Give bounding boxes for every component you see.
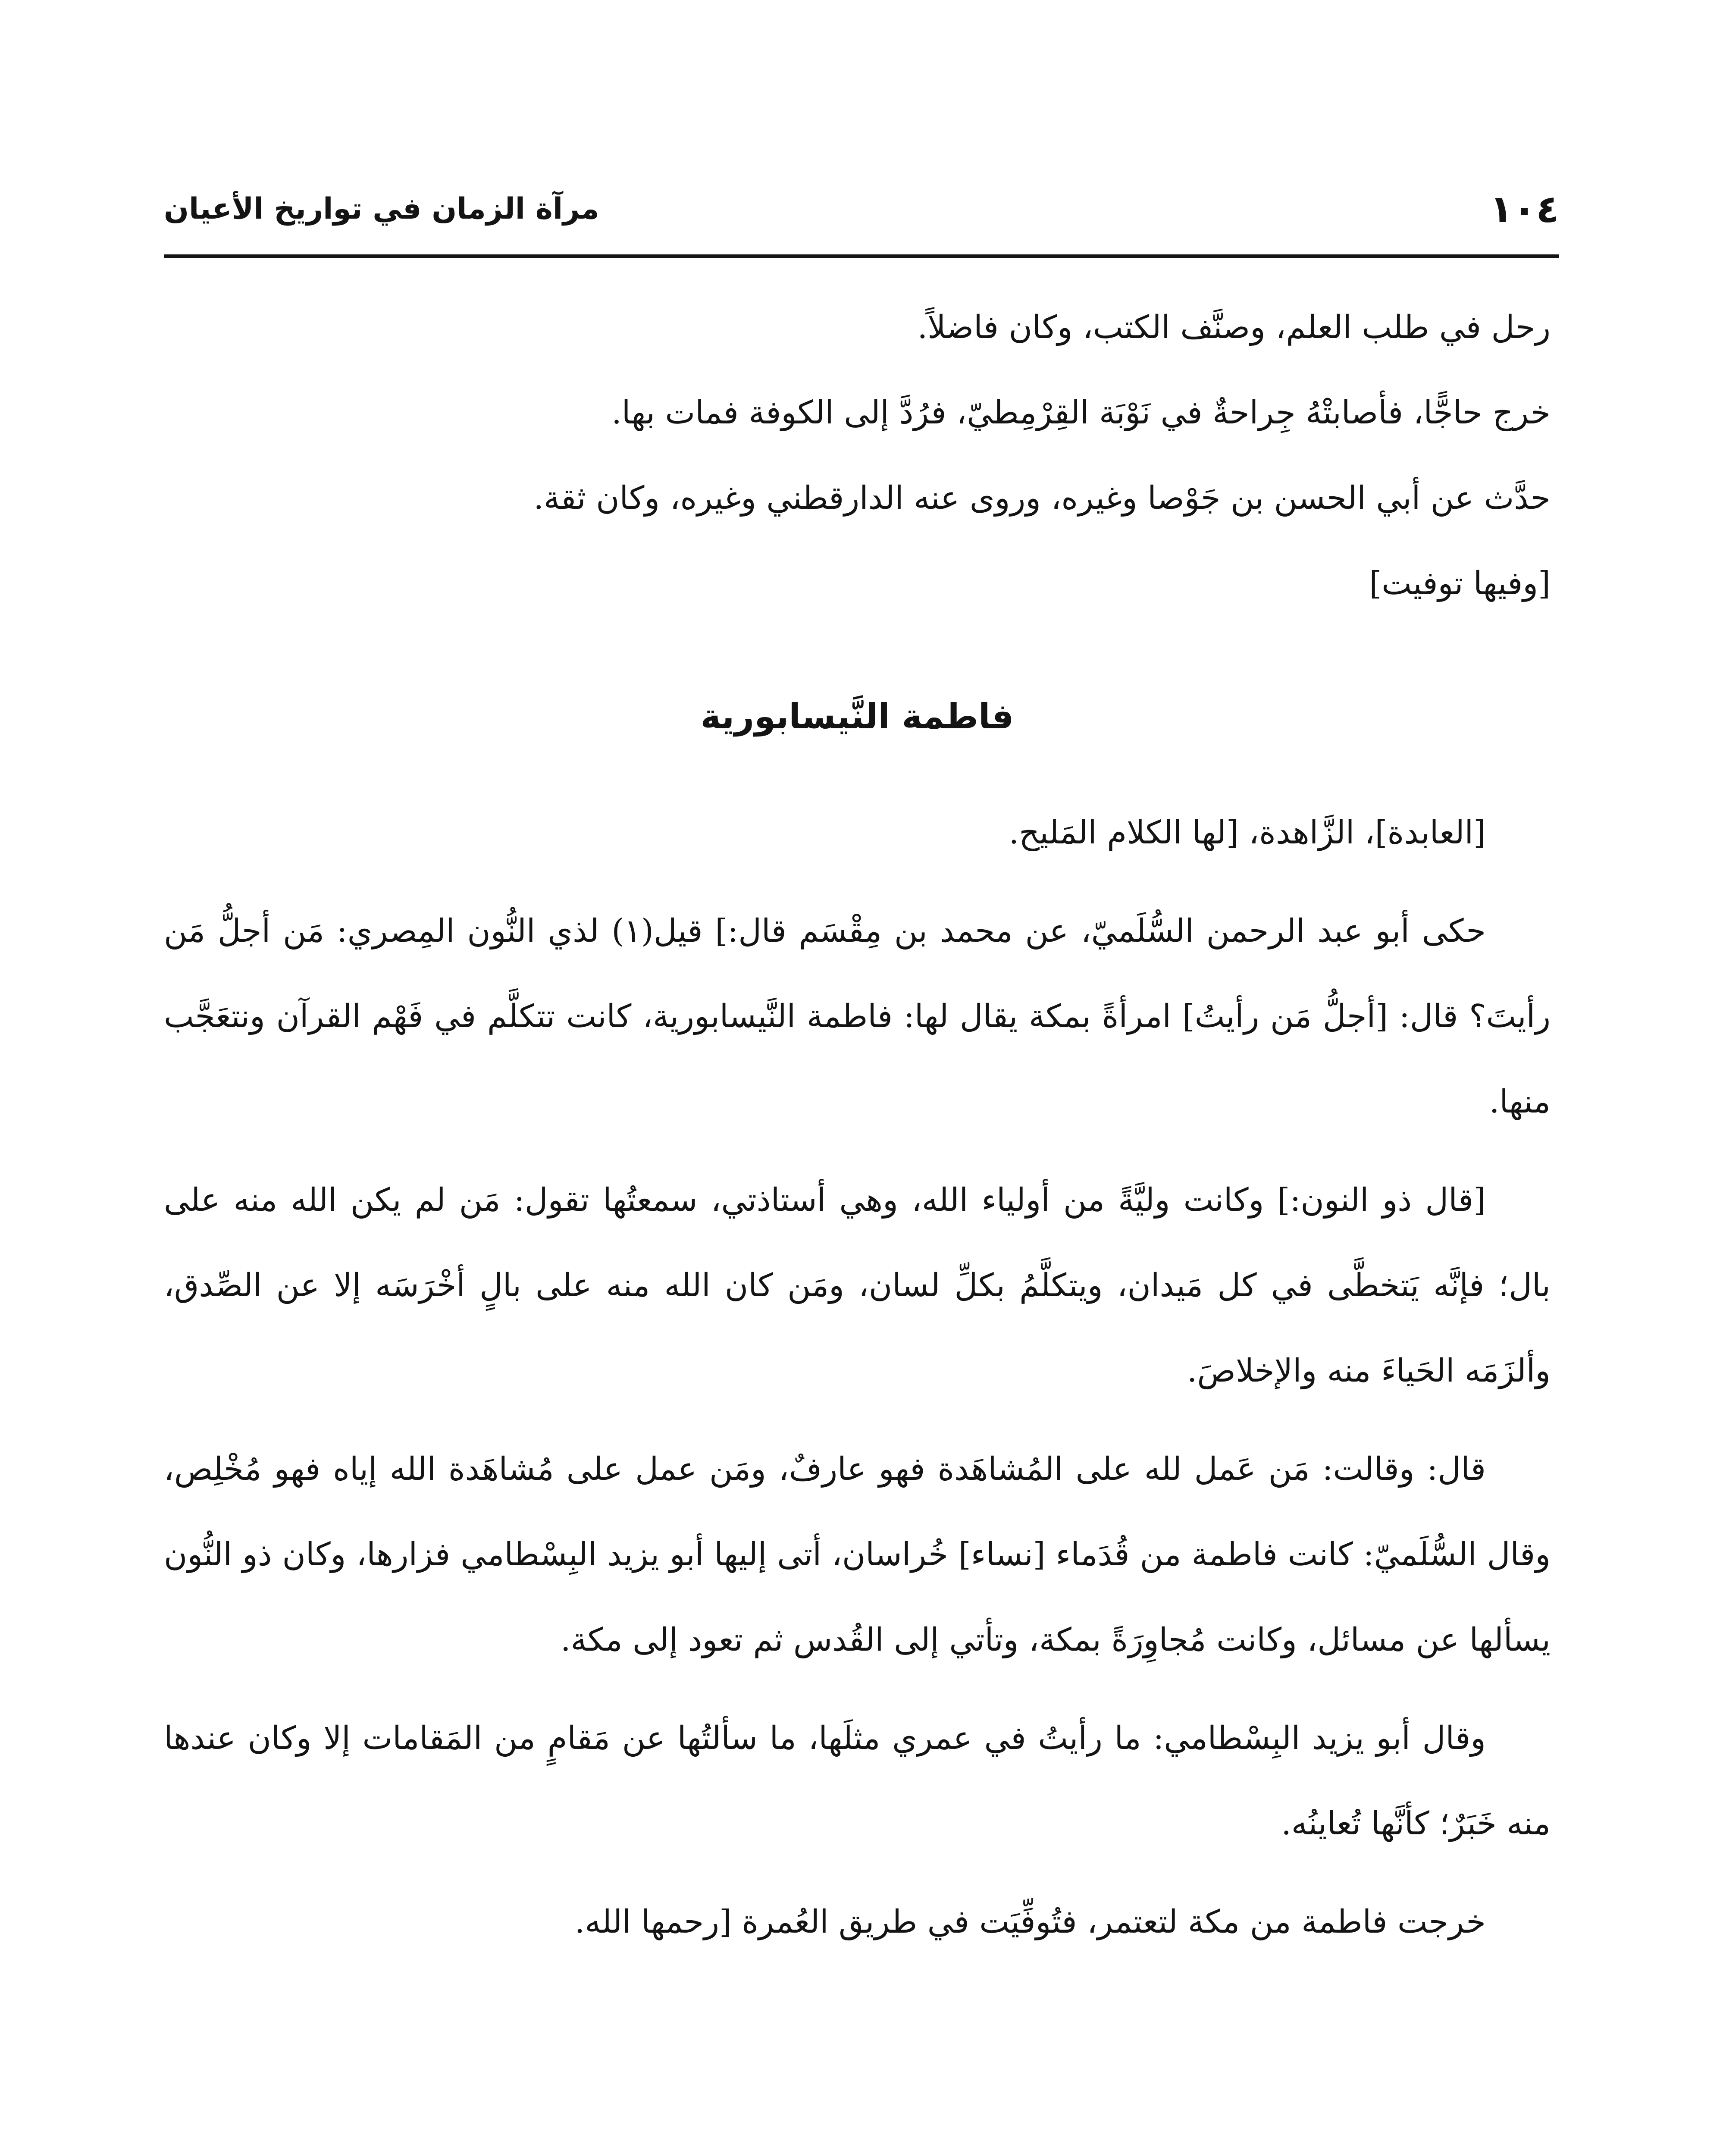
header-divider (164, 254, 1559, 258)
page-header (164, 172, 1559, 246)
paragraph: [قال ذو النون:] وكانت وليَّةً من أولياء الله، وهي أستاذتي، سمعتُها تقول: مَن لم يكن الله منه على بال؛ فإنَّه يَتخطَّى في كل مَيدان، ويتكلَّمُ بكلِّ لسان، ومَن كان الله منه على بالٍ أخْرَسَه إلا عن الصِّدق، وألزَمَه الحَياءَ منه والإخلاصَ. (164, 1181, 1551, 1389)
paragraph: خرجت فاطمة من مكة لتعتمر، فتُوفِّيَت في طريق العُمرة [رحمها الله. (574, 1903, 1486, 1940)
paragraph: [وفيها توفيت] (1369, 565, 1551, 602)
page-number: ١٠٤ (1489, 187, 1559, 231)
main-text (164, 285, 1551, 1965)
paragraph: قال: وقالت: مَن عَمل لله على المُشاهَدة فهو عارفٌ، ومَن عمل على مُشاهَدة الله إياه فهو مُخْلِص، وقال السُّلَميّ: كانت فاطمة من قُدَماء [نساء] خُراسان، أتى إليها أبو يزيد البِسْطامي فزارها، وكان ذو النُّون يسألها عن مسائل، وكانت مُجاوِرَةً بمكة، وتأتي إلى القُدس ثم تعود إلى مكة. (164, 1451, 1551, 1658)
paragraph: حدَّث عن أبي الحسن بن جَوْصا وغيره، وروى عنه الدارقطني وغيره، وكان ثقة. (533, 479, 1551, 517)
paragraph: حكى أبو عبد الرحمن السُّلَميّ، عن محمد بن مِقْسَم قال:] قيل(١) لذي النُّون المِصري: مَن أجلُّ مَن رأيتَ؟ قال: [أجلُّ مَن رأيتُ] امرأةً بمكة يقال لها: فاطمة النَّيسابورية، كانت تتكلَّم في فَهْم القرآن ونتعَجَّب منها. (164, 912, 1551, 1120)
paragraph: رحل في طلب العلم، وصنَّف الكتب، وكان فاضلاً. (917, 309, 1551, 346)
paragraph: وقال أبو يزيد البِسْطامي: ما رأيتُ في عمري مثلَها، ما سألتُها عن مَقامٍ من المَقامات إلا وكان عندها منه خَبَرٌ؛ كأنَّها تُعاينُه. (164, 1720, 1551, 1842)
section-title: فاطمة النَّيسابورية (700, 696, 1014, 736)
running-title: مرآة الزمان في تواريخ الأعيان (164, 192, 599, 226)
paragraph: [العابدة]، الزَّاهدة، [لها الكلام المَليح. (1009, 814, 1486, 851)
paragraph: خرج حاجًّا، فأصابتْهُ جِراحةٌ في نَوْبَة القِرْمِطيّ، فرُدَّ إلى الكوفة فمات بها. (611, 394, 1551, 431)
